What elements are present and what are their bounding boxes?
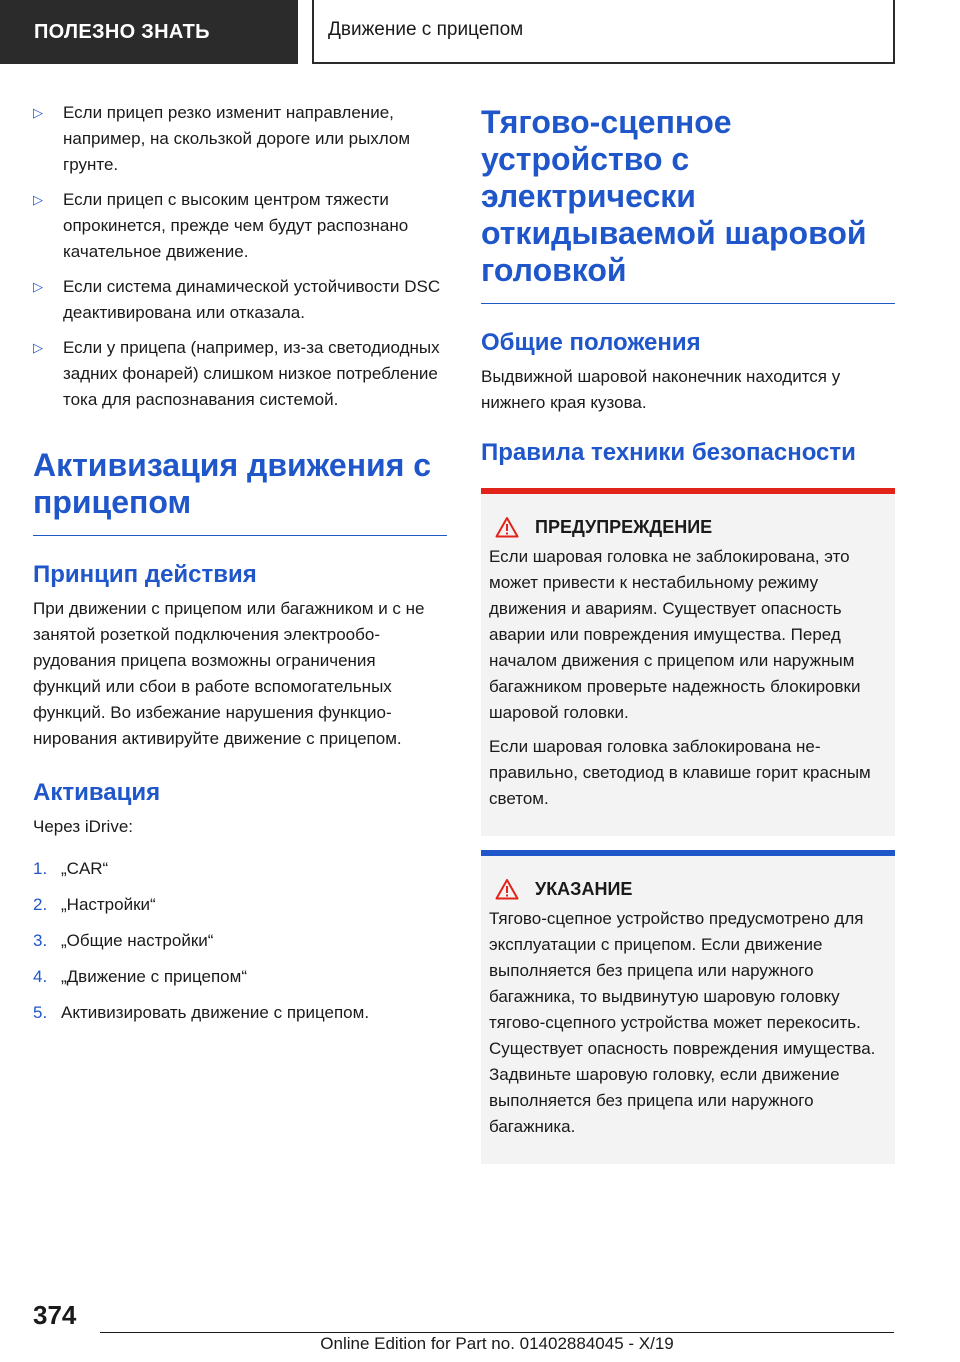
page-number: 374: [33, 1300, 77, 1330]
list-item: ▷ Если у прицепа (например, из-за светодиодных задних фонарей) слишком низкое потребление тока для распознавания системой.: [33, 335, 447, 413]
triangle-bullet-icon: ▷: [33, 105, 43, 120]
paragraph: Выдвижной шаровой наконечник находится у нижнего края кузова.: [481, 367, 841, 412]
subsection-heading: Принцип действия: [33, 561, 257, 588]
note-label: УКАЗАНИЕ: [535, 878, 633, 899]
warning-box: [481, 488, 895, 836]
bullet-list: [33, 100, 447, 413]
right-column: [481, 100, 895, 1164]
section-heading: Тягово-сцепное устройство с электрически откидываемой шаровой головкой: [481, 104, 895, 304]
note-box: [481, 850, 895, 1164]
list-item: 2. „Настройки“: [33, 895, 156, 914]
edition-text: Online Edition for Part no. 01402884045 - X/19: [320, 1334, 674, 1353]
page-footer: [0, 1290, 960, 1362]
paragraph: Тягово-сцепное устройство предусмотрено для эксплуатации с прицепом. Если движение выполняется без прицепа или наружного багажника, то выдвинутую шаровую головку тягово-сцепного устройства может перекосить. Существует опасность повреждения имущества. Задвиньте шаровую головку, если движение выполняется без прицепа или наружного багажника.: [489, 909, 876, 1136]
list-item: ▷ Если прицеп с высоким центром тяжести опрокинется, прежде чем будут распознано качательное движение.: [33, 187, 447, 265]
subsection-heading: Общие положения: [481, 329, 701, 356]
paragraph: При движении с прицепом или багажником и с не занятой розеткой подключения электрооборудования прицепа возможны ограничения функций или сбои в работе вспомогательных функций. Во избежание нарушения функционирования активируйте движение с прицепом.: [33, 599, 425, 748]
left-column: [33, 100, 447, 1036]
footer-divider: [100, 1332, 894, 1333]
subsection-heading: Правила техники безопасности: [481, 439, 856, 466]
numbered-list: [33, 856, 447, 1026]
warning-triangle-icon: [495, 878, 519, 900]
chapter-title: Движение с прицепом: [312, 0, 895, 64]
section-heading: Активизация движения с прицепом: [33, 447, 447, 536]
section-tab: ПОЛЕЗНО ЗНАТЬ: [0, 0, 298, 64]
list-item: ▷ Если система динамической устойчивости DSC деактивирована или отказала.: [33, 274, 447, 326]
list-item: 3. „Общие настройки“: [33, 931, 214, 950]
triangle-bullet-icon: ▷: [33, 192, 43, 207]
list-item: 5. Активизировать движение с прицепом.: [33, 1003, 370, 1022]
list-item: ▷ Если прицеп резко изменит направление, например, на скользкой дороге или рыхлом грунте.: [33, 100, 447, 178]
list-item: 4. „Движение с прицепом“: [33, 967, 247, 986]
paragraph: Через iDrive:: [33, 817, 134, 836]
page-header: [0, 0, 960, 66]
warning-triangle-icon: [495, 516, 519, 538]
list-item: 1. „CAR“: [33, 859, 109, 878]
paragraph: Если шаровая головка не заблокирована, это может привести к нестабильному режиму движения и авариям. Существует опасность аварии или повреждения имущества. Перед началом движения с прицепом или наружным багажником проверьте надежность блокировки шаровой головки.: [489, 547, 861, 722]
triangle-bullet-icon: ▷: [33, 340, 43, 355]
warning-label: ПРЕДУПРЕЖДЕНИЕ: [535, 516, 713, 537]
subsection-heading: Активация: [33, 779, 161, 806]
paragraph: Если шаровая головка заблокирована неправильно, светодиод в клавише горит красным светом.: [489, 737, 871, 808]
triangle-bullet-icon: ▷: [33, 279, 43, 294]
